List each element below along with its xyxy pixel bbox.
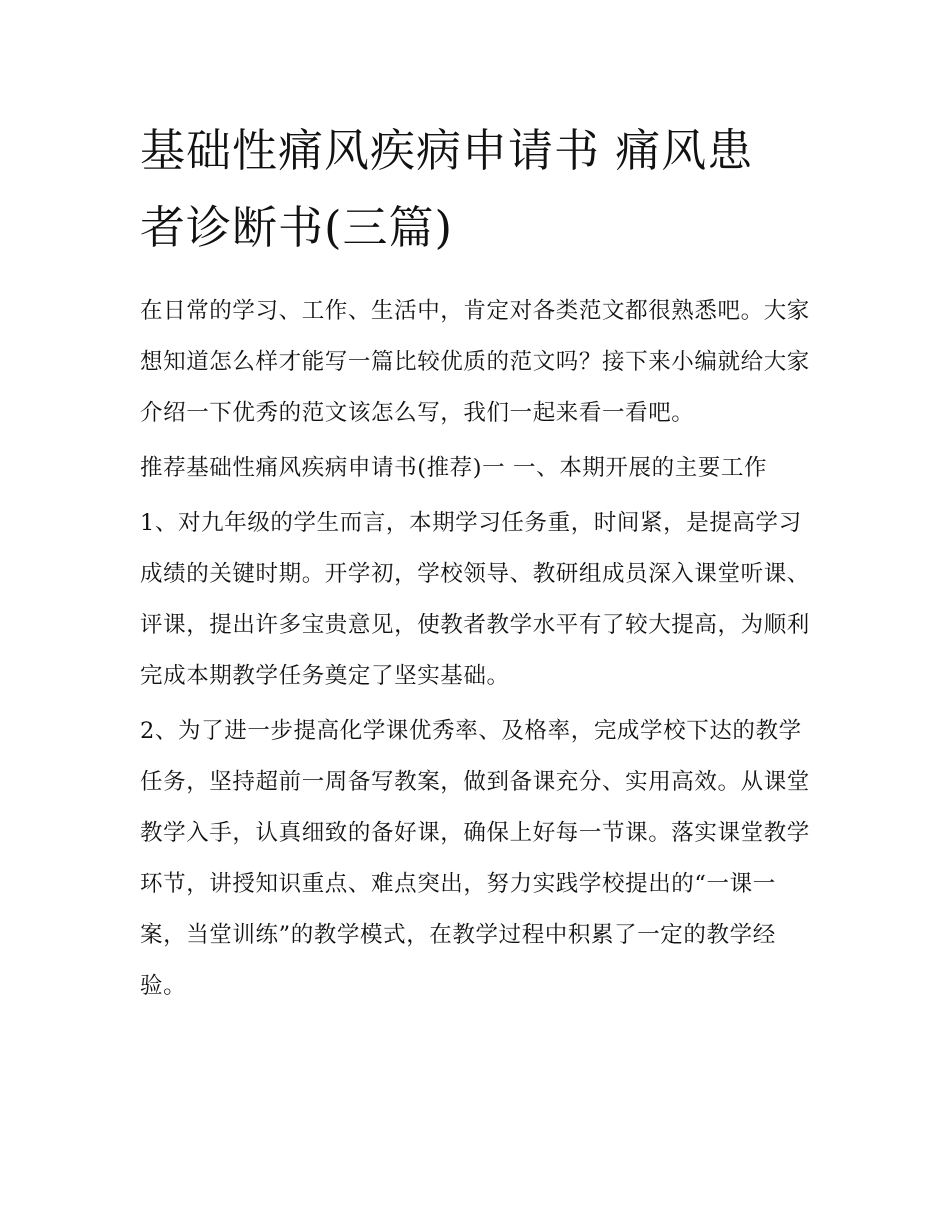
title-line-1: 基础性痛风疾病申请书 痛风患 — [140, 124, 754, 177]
section-heading-paragraph: 推荐基础性痛风疾病申请书(推荐)一 一、本期开展的主要工作 — [140, 455, 768, 481]
item-1-paragraph: 1、对九年级的学生而言，本期学习任务重，时间紧，是提高学习成绩的关键时期。开学初，学校领导、教研组成员深入课堂听课、评课，提出许多宝贵意见，使教者教学水平有了较大提高，为顺利完成本期教学任务奠定了坚实基础。 — [140, 510, 810, 689]
title-line-2: 者诊断书(三篇) — [140, 201, 454, 254]
item-2-paragraph: 2、为了进一步提高化学课优秀率、及格率，完成学校下达的教学任务，坚持超前一周备写教案，做到备课充分、实用高效。从课堂教学入手，认真细致的备好课，确保上好每一节课。落实课堂教学环节，讲授知识重点、难点突出，努力实践学校提出的“一课一案，当堂训练”的教学模式，在教学过程中积累了一定的教学经验。 — [140, 718, 810, 999]
intro-paragraph: 在日常的学习、工作、生活中，肯定对各类范文都很熟悉吧。大家想知道怎么样才能写一篇比较优质的范文吗？接下来小编就给大家介绍一下优秀的范文该怎么写，我们一起来看一看吧。 — [140, 298, 810, 426]
document-body — [140, 112, 820, 1012]
document-title — [140, 112, 820, 266]
